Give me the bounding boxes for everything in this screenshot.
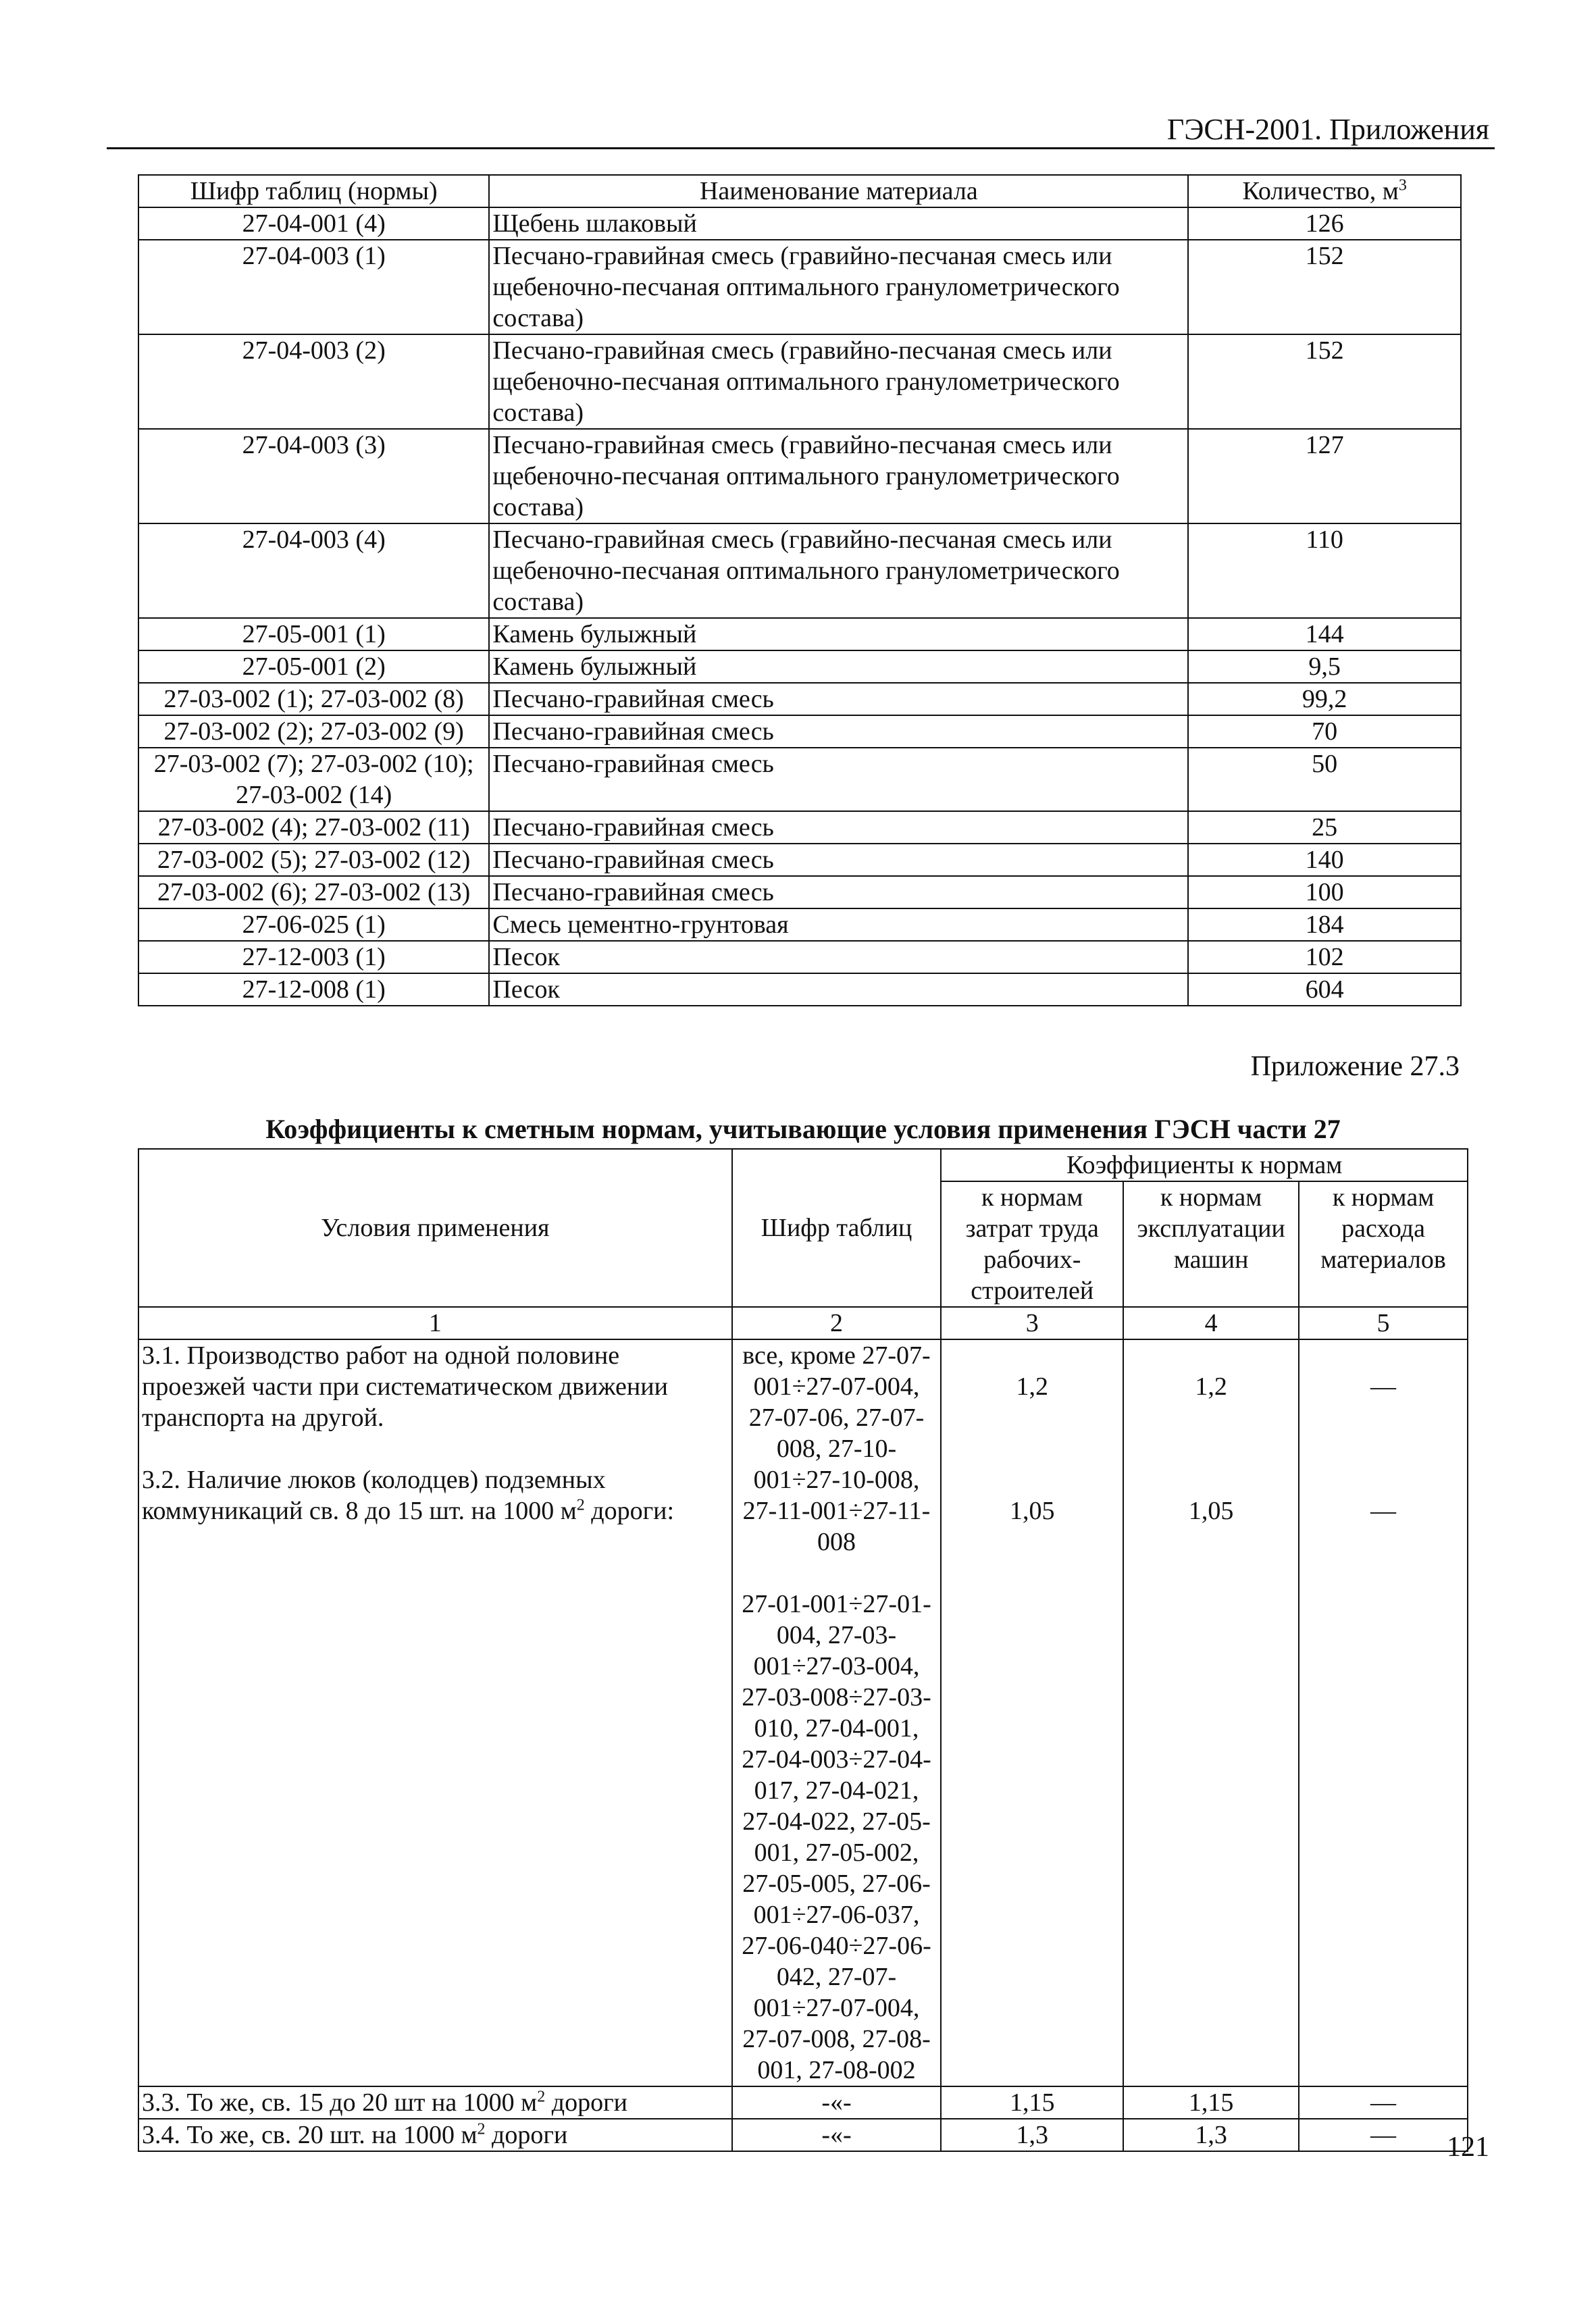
materials-table-header	[138, 175, 1461, 207]
norm-code-cell: 27-12-003 (1)	[138, 941, 489, 973]
machines-coef-3-4: 1,3	[1123, 2119, 1299, 2151]
condition-3-4: 3.4. То же, св. 20 шт. на 1000 $м^2$ дороги	[138, 2119, 732, 2151]
materials-coef-3-4: —	[1299, 2119, 1468, 2151]
machines-coef-3-1: 1,2	[1195, 1372, 1227, 1401]
column-number-row	[138, 1307, 1468, 1339]
col-header-materials: к нормам расхода материалов	[1299, 1181, 1468, 1307]
table-row	[138, 715, 1461, 748]
codes-3-4: -«-	[732, 2119, 942, 2151]
material-name-cell: Смесь цементно-грунтовая	[489, 908, 1188, 941]
page-number: 121	[1447, 2132, 1489, 2163]
condition-cell	[138, 1339, 732, 2086]
material-name-cell: Песчано-гравийная смесь	[489, 748, 1188, 811]
table-row	[138, 650, 1461, 683]
condition-3-2: 3.2. Наличие люков (колодцев) подземных коммуникаций св. 8 до 15 шт. на 1000 $м^2$ дороги:	[142, 1466, 675, 1525]
condition-3-3: 3.3. То же, св. 15 до 20 шт на 1000 $м^2$ дороги	[138, 2086, 732, 2119]
material-name-cell: Песчано-гравийная смесь (гравийно-песчаная смесь или щебеночно-песчаная оптимального гранулометрического состава)	[489, 240, 1188, 334]
material-name-cell: Песчано-гравийная смесь (гравийно-песчаная смесь или щебеночно-песчаная оптимального гранулометрического состава)	[489, 334, 1188, 429]
quantity-cell: 604	[1188, 973, 1461, 1006]
table-row	[138, 844, 1461, 876]
codes-group-1: все, кроме 27-07-001÷27-07-004, 27-07-06, 27-07-008, 27-10-001÷27-10-008, 27-11-001÷27-11-008	[742, 1341, 931, 1556]
header-divider	[107, 147, 1495, 149]
labor-coef-3-2: 1,05	[1009, 1497, 1055, 1525]
col-number: 2	[732, 1307, 942, 1339]
col-header-codes: Шифр таблиц	[732, 1149, 942, 1307]
col-header-machines: к нормам эксплуатации машин	[1123, 1181, 1299, 1307]
codes-cell	[732, 1339, 942, 2086]
norm-code-cell: 27-04-003 (2)	[138, 334, 489, 429]
condition-3-1: 3.1. Производство работ на одной половине проезжей части при систематическом движении транспорта на другой.	[142, 1341, 668, 1432]
table-row	[138, 523, 1461, 618]
norm-code-cell: 27-04-001 (4)	[138, 207, 489, 240]
norm-code-cell: 27-06-025 (1)	[138, 908, 489, 941]
col-number: 4	[1123, 1307, 1299, 1339]
labor-coef-3-1: 1,2	[1016, 1372, 1048, 1401]
quantity-cell: 144	[1188, 618, 1461, 650]
appendix-label: Приложение 27.3	[1250, 1051, 1460, 1082]
col-number: 5	[1299, 1307, 1468, 1339]
labor-coef-3-3: 1,15	[941, 2086, 1123, 2119]
norm-code-cell: 27-05-001 (1)	[138, 618, 489, 650]
col-number: 3	[941, 1307, 1123, 1339]
material-name-cell: Песчано-гравийная смесь	[489, 811, 1188, 844]
table-row	[138, 334, 1461, 429]
quantity-cell: 9,5	[1188, 650, 1461, 683]
materials-table	[138, 174, 1462, 1006]
material-name-cell: Песок	[489, 941, 1188, 973]
table-row	[138, 908, 1461, 941]
quantity-cell: 99,2	[1188, 683, 1461, 715]
table-row	[138, 618, 1461, 650]
quantity-cell: 152	[1188, 334, 1461, 429]
coefficients-table	[138, 1148, 1468, 2152]
table-row	[138, 973, 1461, 1006]
norm-code-cell: 27-04-003 (1)	[138, 240, 489, 334]
table-row	[138, 748, 1461, 811]
coefficient-row-3-4	[138, 2119, 1468, 2151]
machines-coef-3-3: 1,15	[1123, 2086, 1299, 2119]
norm-code-cell: 27-12-008 (1)	[138, 973, 489, 1006]
table-row	[138, 811, 1461, 844]
table-row	[138, 683, 1461, 715]
machines-coefficient-cell	[1123, 1339, 1299, 2086]
quantity-cell: 100	[1188, 876, 1461, 908]
material-name-cell: Песчано-гравийная смесь	[489, 876, 1188, 908]
col-header-labor: к нормам затрат труда рабочих-строителей	[941, 1181, 1123, 1307]
materials-coef-3-2: —	[1370, 1497, 1397, 1525]
quantity-cell: 140	[1188, 844, 1461, 876]
table-row	[138, 429, 1461, 523]
quantity-cell: 127	[1188, 429, 1461, 523]
table-row	[138, 240, 1461, 334]
material-name-cell: Камень булыжный	[489, 618, 1188, 650]
coefficient-row-main	[138, 1339, 1468, 2086]
materials-coef-3-1: —	[1370, 1372, 1397, 1401]
norm-code-cell: 27-03-002 (4); 27-03-002 (11)	[138, 811, 489, 844]
col-number: 1	[138, 1307, 732, 1339]
labor-coef-3-4: 1,3	[941, 2119, 1123, 2151]
col-header-material: Наименование материала	[489, 175, 1188, 207]
material-name-cell: Песчано-гравийная смесь	[489, 683, 1188, 715]
norm-code-cell: 27-03-002 (6); 27-03-002 (13)	[138, 876, 489, 908]
quantity-cell: 25	[1188, 811, 1461, 844]
col-header-coefficients: Коэффициенты к нормам	[941, 1149, 1468, 1181]
quantity-cell: 70	[1188, 715, 1461, 748]
material-name-cell: Песчано-гравийная смесь	[489, 844, 1188, 876]
norm-code-cell: 27-03-002 (7); 27-03-002 (10); 27-03-002 (14)	[138, 748, 489, 811]
codes-group-2: 27-01-001÷27-01-004, 27-03-001÷27-03-004, 27-03-008÷27-03-010, 27-04-001, 27-04-003÷27-04-017, 27-04-021, 27-04-022, 27-05-001, 27-05-002, 27-05-005, 27-06-001÷27-06-037, 27-06-040÷27-06-042, 27-07-001÷27-07-004, 27-07-008, 27-08-001, 27-08-002	[742, 1590, 931, 2084]
table-row	[138, 941, 1461, 973]
norm-code-cell: 27-04-003 (4)	[138, 523, 489, 618]
page-header: ГЭСН-2001. Приложения	[1166, 113, 1489, 146]
norm-code-cell: 27-03-002 (5); 27-03-002 (12)	[138, 844, 489, 876]
col-header-conditions: Условия применения	[138, 1149, 732, 1307]
coefficients-table-title: Коэффициенты к сметным нормам, учитывающие условия применения ГЭСН части 27	[265, 1114, 1341, 1144]
quantity-cell: 102	[1188, 941, 1461, 973]
machines-coef-3-2: 1,05	[1188, 1497, 1234, 1525]
materials-coef-3-3: —	[1299, 2086, 1468, 2119]
material-name-cell: Песчано-гравийная смесь (гравийно-песчаная смесь или щебеночно-песчаная оптимального гранулометрического состава)	[489, 429, 1188, 523]
quantity-cell: 126	[1188, 207, 1461, 240]
quantity-cell: 152	[1188, 240, 1461, 334]
labor-coefficient-cell	[941, 1339, 1123, 2086]
codes-3-3: -«-	[732, 2086, 942, 2119]
coefficient-row-3-3	[138, 2086, 1468, 2119]
norm-code-cell: 27-05-001 (2)	[138, 650, 489, 683]
table-row	[138, 207, 1461, 240]
material-name-cell: Песчано-гравийная смесь (гравийно-песчаная смесь или щебеночно-песчаная оптимального гранулометрического состава)	[489, 523, 1188, 618]
material-name-cell: Песчано-гравийная смесь	[489, 715, 1188, 748]
quantity-cell: 110	[1188, 523, 1461, 618]
norm-code-cell: 27-03-002 (1); 27-03-002 (8)	[138, 683, 489, 715]
material-name-cell: Щебень шлаковый	[489, 207, 1188, 240]
table-row	[138, 876, 1461, 908]
norm-code-cell: 27-04-003 (3)	[138, 429, 489, 523]
col-header-quantity: Количество, $м^3$	[1188, 175, 1461, 207]
col-header-code: Шифр таблиц (нормы)	[138, 175, 489, 207]
norm-code-cell: 27-03-002 (2); 27-03-002 (9)	[138, 715, 489, 748]
material-name-cell: Камень булыжный	[489, 650, 1188, 683]
material-name-cell: Песок	[489, 973, 1188, 1006]
materials-coefficient-cell	[1299, 1339, 1468, 2086]
quantity-cell: 184	[1188, 908, 1461, 941]
quantity-cell: 50	[1188, 748, 1461, 811]
